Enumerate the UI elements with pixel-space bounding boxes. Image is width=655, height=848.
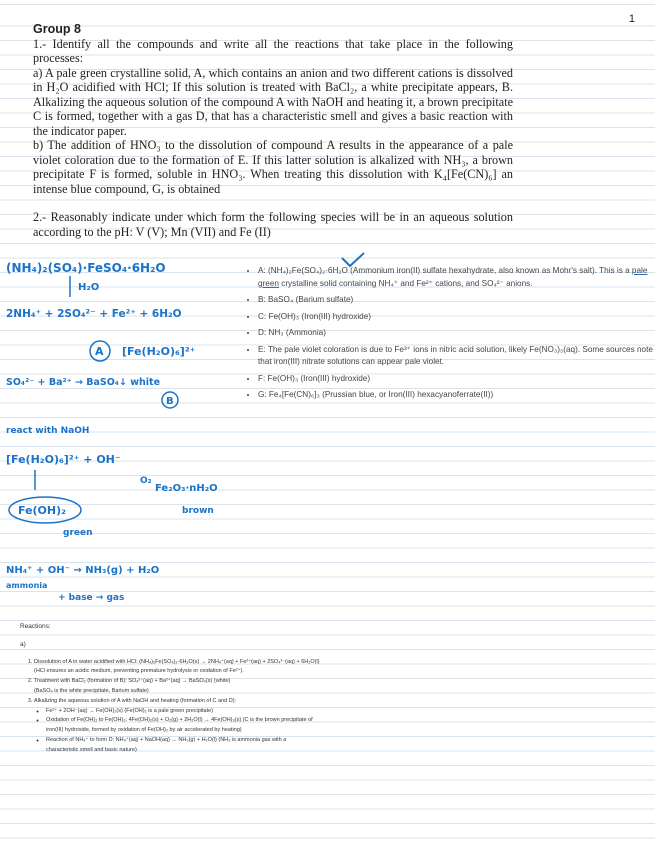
- answer-c: • C: Fe(OH)₃ (Iron(III) hydroxide): [258, 311, 655, 324]
- handwritten-notes: [0, 255, 240, 615]
- hw-react-naoh: react with NaOH: [6, 426, 90, 436]
- reaction-bullet: ◦ Oxidation of Fe(OH)₂ to Fe(OH)₃: 4Fe(OH)₂(s) + O₂(g) + 2H₂O(l) → 4Fe(OH)₃(s) (C is the brown precipitate of iron(III) hydroxide, formed by oxidation of Fe(OH)₂ by air accelerated by heating): [46, 716, 320, 736]
- page-number: 1: [628, 13, 635, 25]
- hw-dissociation: 2NH₄⁺ + 2SO₄²⁻ + Fe²⁺ + 6H₂O: [6, 308, 182, 320]
- hw-ammonium-reaction: NH₄⁺ + OH⁻ → NH₃(g) + H₂O: [6, 565, 160, 576]
- question-1-part-a: a) A pale green crystalline solid, A, which contains an anion and two different cations is dissolved in H₂O acidified with HCl; If this solution is treated with BaCl₂, a white precipitate appears, B. Alkalizing the aqueous solution of the compound A with NaOH and heating it, a brown precipitate C is formed, together with a gas D, that has a characteristic smell and gives a basic reaction with the indicator paper.: [33, 65, 513, 138]
- reaction-bullet: ◦ Fe²⁺ + 2OH⁻(aq) → Fe(OH)₂(s) (Fe(OH)₂ is a pale green precipitate): [46, 707, 320, 717]
- answer-f: • F: Fe(OH)₃ (Iron(III) hydroxide): [258, 373, 655, 386]
- reactions-title: Reactions:: [20, 623, 51, 630]
- hw-hydrated-oxide: Fe₂O₃·nH₂O: [155, 483, 218, 494]
- reactions-section: [20, 622, 320, 756]
- reaction-bullet: ◦ Reaction of NH₄⁺ to form D: NH₄⁺(aq) + NaOH(aq) → NH₃(g) + H₂O(l) (NH₃ is ammonia gas with a characteristic smell and basic nature): [46, 736, 320, 756]
- hw-label-b: B: [166, 396, 174, 407]
- hw-hexaaqua-complex: [Fe(H₂O)₆]²⁺: [122, 345, 196, 358]
- reaction-step: 2. Treatment with BaCl₂ (formation of B): SO₄²⁻(aq) + Ba²⁺(aq) → BaSO₄(s) (white) (BaSO₄ is the white precipitate, Barium sulfate): [34, 677, 320, 697]
- hw-brown: brown: [182, 506, 214, 516]
- hw-complex-plus-oh: [Fe(H₂O)₆]²⁺ + OH⁻: [6, 453, 121, 466]
- answer-list: [244, 265, 655, 406]
- reaction-step: 3. Alkalizing the aqueous solution of A with NaOH and heating (formation of C and D): ◦ Fe²⁺ + 2OH⁻(aq) → Fe(OH)₂(s) (Fe(OH)₂ is a pale green precipitate) ◦ Oxidation of Fe(OH)₂ to Fe(OH)₃: 4Fe(OH)₂(s) + O₂(g) + 2H₂O(l) → 4Fe(OH)₃(s) (C is the brown precipitate of iron(III) hydroxide, formed by oxidation of Fe(OH)₂ by air accelerated by heating) ◦ Reaction of NH₄⁺ to form D: NH₄⁺(aq) + NaOH(aq) → NH₃(g) + H₂O(l) (NH₃ is ammonia gas with a characteristic smell and basic nature): [34, 697, 320, 756]
- question-1-intro: 1.- Identify all the compounds and write all the reactions that take place in the following processes:: [33, 36, 513, 65]
- exercise-statement: [33, 22, 513, 239]
- hw-green: green: [63, 528, 93, 538]
- answer-g: • G: Fe₄[Fe(CN)₆]₃ (Prussian blue, or Iron(III) hexacyanoferrate(II)): [258, 389, 655, 402]
- question-2: 2.- Reasonably indicate under which form the following species will be in an aqueous solution according to the pH: V (V); Mn (VII) and Fe (II): [33, 210, 513, 239]
- hw-label-a: A: [95, 345, 104, 358]
- answer-e: • E: The pale violet coloration is due to Fe³⁺ ions in nitric acid solution, likely Fe(NO₃)₃(aq). Some sources note that iron(III) nitrate solutions can appear pale violet.: [258, 344, 655, 369]
- reaction-sub-bullets: [34, 707, 320, 756]
- hw-ammonia: ammonia: [6, 581, 48, 590]
- question-1-part-b: b) The addition of HNO₃ to the dissolution of compound A results in the appearance of a pale violet coloration due to the formation of E. If this latter solution is alkalized with NH₃, a brown precipitate F is formed, soluble in HNO₃. When treating this dissolution with K₄[Fe(CN)₆] an intense blue compound, G, is obtained: [33, 138, 513, 196]
- answer-a: • A: (NH₄)₂Fe(SO₄)₂·6H₂O (Ammonium iron(II) sulfate hexahydrate, also known as Mohr's salt). This is a pale green crystalline solid containing NH₄⁺ and Fe²⁺ cations, and SO₄²⁻ anions.: [258, 265, 655, 290]
- reaction-step: 1. Dissolution of A in water acidified with HCl: (NH₄)₂Fe(SO₄)₂·6H₂O(s) → 2NH₄⁺(aq) + Fe²⁺(aq) + 2SO₄²⁻(aq) + 6H₂O(l) (HCl ensures an acidic medium, preventing premature hydrolysis or oxidation of Fe²⁺).: [34, 658, 320, 678]
- hw-water: H₂O: [78, 282, 100, 293]
- hw-formula-mohr-salt: (NH₄)₂(SO₄)·FeSO₄·6H₂O: [6, 261, 166, 275]
- answer-d: • D: NH₃ (Ammonia): [258, 327, 655, 340]
- hw-base-gas: + base → gas: [58, 593, 125, 603]
- reactions-sub: a): [20, 640, 26, 648]
- answer-b: • B: BaSO₄ (Barium sulfate): [258, 294, 655, 307]
- reaction-steps: [20, 658, 320, 756]
- group-title: Group 8: [33, 22, 81, 36]
- hw-oxygen: O₂: [140, 476, 152, 486]
- hw-barium-reaction: SO₄²⁻ + Ba²⁺ → BaSO₄↓ white: [6, 377, 161, 388]
- hw-iron-ii-hydroxide: Fe(OH)₂: [18, 504, 66, 517]
